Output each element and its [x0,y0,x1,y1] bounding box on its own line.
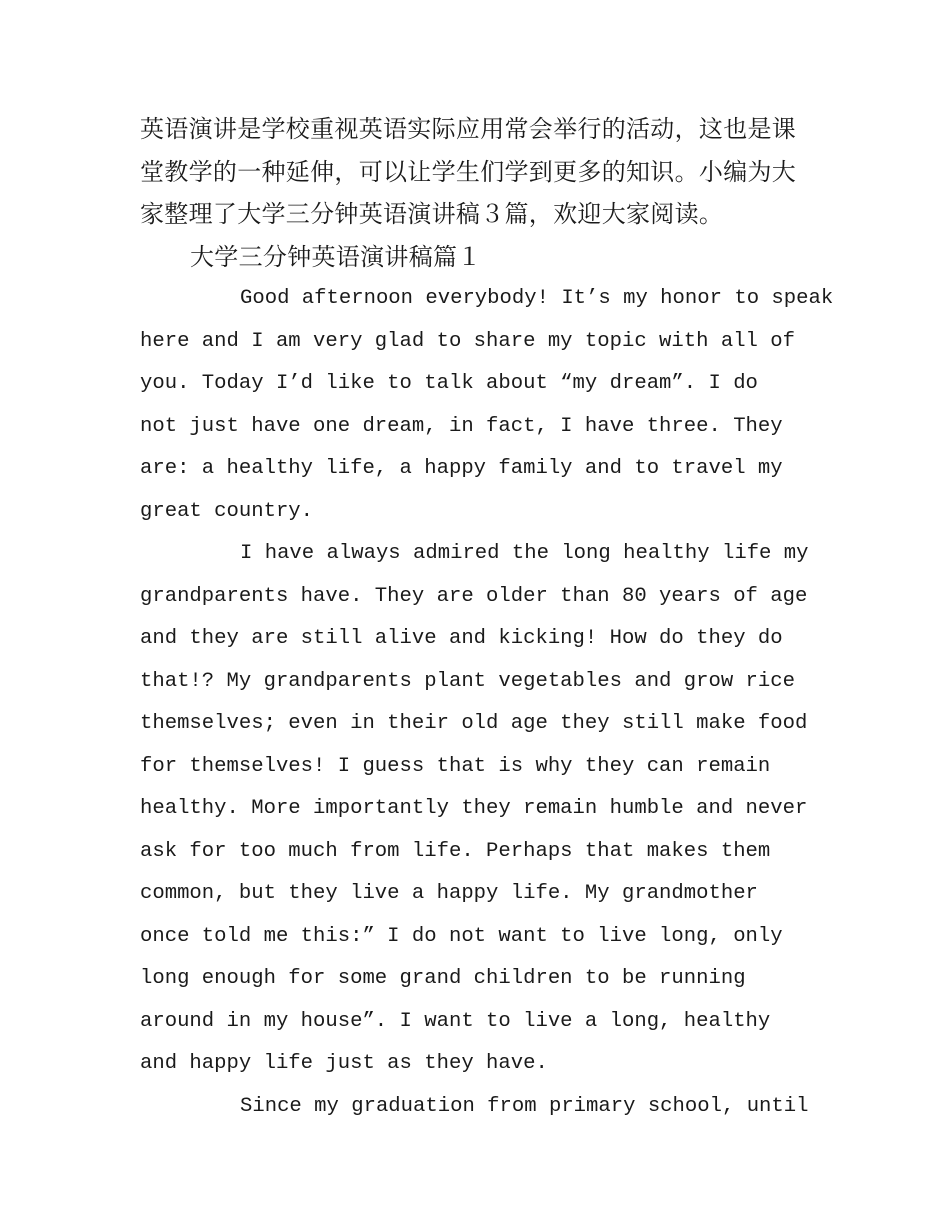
paragraph-line: here and I am very glad to share my topic with all of [140,329,795,353]
speech-paragraph-2 [140,533,816,1086]
paragraph-line: not just have one dream, in fact, I have three. They [140,414,783,438]
paragraph-line: I have always admired the long healthy life my [240,542,809,565]
section-heading: 大学三分钟英语演讲稿篇１ [190,242,482,271]
paragraph-line: themselves; even in their old age they still make food [140,712,808,735]
paragraph-line: and they are still alive and kicking! How do they do [140,627,783,650]
paragraph-line: ask for too much from life. Perhaps that makes them [140,839,771,863]
paragraph-line: and happy life just as they have. [140,1052,548,1075]
paragraph-line: long enough for some grand children to be running [140,967,746,990]
paragraph-line: for themselves! I guess that is why they can remain [140,754,771,778]
paragraph-line: that!? My grandparents plant vegetables and grow rice [140,669,795,693]
intro-line: 堂教学的一种延伸，可以让学生们学到更多的知识。小编为大 [140,157,797,186]
intro-line: 英语演讲是学校重视英语实际应用常会举行的活动，这也是课 [140,115,797,143]
paragraph-line: you. Today I’d like to talk about “my dream”. I do [140,372,758,395]
paragraph-line: around in my house”. I want to live a long, healthy [140,1009,771,1033]
paragraph-line: are: a healthy life, a happy family and to travel my [140,457,783,480]
paragraph-line: common, but they live a happy life. My grandmother [140,882,758,905]
paragraph-line: Since my graduation from primary school, until [240,1094,809,1118]
paragraph-line: once told me this:” I do not want to live long, only [140,924,783,948]
speech-paragraph-3 [140,1086,816,1129]
intro-line: 家整理了大学三分钟英语演讲稿３篇，欢迎大家阅读。 [140,200,724,228]
intro-paragraph [140,108,816,236]
speech-paragraph-1 [140,278,834,533]
paragraph-line: grandparents have. They are older than 80 years of age [140,584,808,608]
paragraph-line: healthy. More importantly they remain humble and never [140,797,808,820]
paragraph-line: Good afternoon everybody! It’s my honor to speak [240,287,834,310]
paragraph-line: great country. [140,499,314,523]
document-body [140,108,834,1128]
